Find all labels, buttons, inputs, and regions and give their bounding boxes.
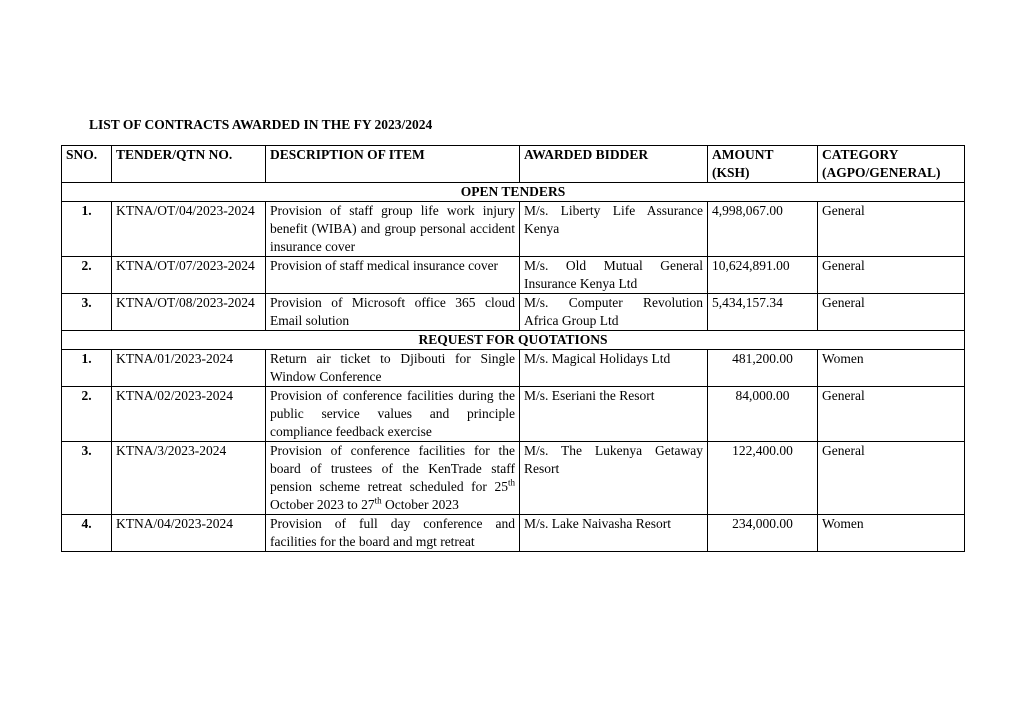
table-row <box>62 350 965 387</box>
cell-tender: KTNA/OT/07/2023-2024 <box>112 257 266 294</box>
page-title: LIST OF CONTRACTS AWARDED IN THE FY 2023/2024 <box>89 117 433 132</box>
description-part: October 2023 to 27 <box>270 497 375 512</box>
cell-sno: 1. <box>62 202 112 257</box>
table-row <box>62 294 965 331</box>
ordinal-suffix: th <box>507 477 515 488</box>
header-amount: AMOUNT (KSH) <box>708 146 818 183</box>
cell-amount: 122,400.00 <box>708 442 818 515</box>
cell-tender: KTNA/OT/08/2023-2024 <box>112 294 266 331</box>
header-tender: TENDER/QTN NO. <box>112 146 266 183</box>
cell-tender: KTNA/02/2023-2024 <box>112 387 266 442</box>
cell-bidder: M/s. Liberty Life Assurance Kenya <box>520 202 708 257</box>
cell-sno: 2. <box>62 257 112 294</box>
section-row-request-for-quotations <box>62 331 965 350</box>
cell-bidder: M/s. Eseriani the Resort <box>520 387 708 442</box>
section-label: OPEN TENDERS <box>62 183 965 202</box>
cell-bidder: M/s. The Lukenya Getaway Resort <box>520 442 708 515</box>
cell-category: Women <box>818 515 965 552</box>
cell-amount: 234,000.00 <box>708 515 818 552</box>
cell-description: Provision of Microsoft office 365 cloud Email solution <box>266 294 520 331</box>
cell-bidder: M/s. Lake Naivasha Resort <box>520 515 708 552</box>
header-row <box>62 146 965 183</box>
cell-description: Provision of full day conference and facilities for the board and mgt retreat <box>266 515 520 552</box>
section-row-open-tenders <box>62 183 965 202</box>
cell-amount: 84,000.00 <box>708 387 818 442</box>
description-part: Provision of conference facilities for the board of trustees of the KenTrade staff pension scheme retreat scheduled for 25 <box>270 443 515 494</box>
cell-description: Return air ticket to Djibouti for Single Window Conference <box>266 350 520 387</box>
cell-sno: 4. <box>62 515 112 552</box>
cell-category: General <box>818 442 965 515</box>
table-row <box>62 442 965 515</box>
cell-category: Women <box>818 350 965 387</box>
cell-category: General <box>818 294 965 331</box>
table-row <box>62 387 965 442</box>
cell-description: Provision of staff medical insurance cover <box>266 257 520 294</box>
cell-tender: KTNA/01/2023-2024 <box>112 350 266 387</box>
cell-sno: 3. <box>62 442 112 515</box>
cell-bidder: M/s. Computer Revolution Africa Group Ltd <box>520 294 708 331</box>
cell-sno: 1. <box>62 350 112 387</box>
cell-description: Provision of staff group life work injury benefit (WIBA) and group personal accident insurance cover <box>266 202 520 257</box>
ordinal-suffix: th <box>374 495 382 506</box>
cell-category: General <box>818 257 965 294</box>
contracts-table <box>61 145 965 552</box>
cell-description: Provision of conference facilities during the public service values and principle compliance feedback exercise <box>266 387 520 442</box>
header-category: CATEGORY (AGPO/GENERAL) <box>818 146 965 183</box>
cell-tender: KTNA/OT/04/2023-2024 <box>112 202 266 257</box>
section-label: REQUEST FOR QUOTATIONS <box>62 331 965 350</box>
header-description: DESCRIPTION OF ITEM <box>266 146 520 183</box>
cell-tender: KTNA/3/2023-2024 <box>112 442 266 515</box>
cell-bidder: M/s. Old Mutual General Insurance Kenya Ltd <box>520 257 708 294</box>
cell-description <box>266 442 520 515</box>
cell-amount: 10,624,891.00 <box>708 257 818 294</box>
cell-sno: 3. <box>62 294 112 331</box>
header-bidder: AWARDED BIDDER <box>520 146 708 183</box>
cell-tender: KTNA/04/2023-2024 <box>112 515 266 552</box>
header-sno: SNO. <box>62 146 112 183</box>
cell-amount: 5,434,157.34 <box>708 294 818 331</box>
cell-bidder: M/s. Magical Holidays Ltd <box>520 350 708 387</box>
table-row <box>62 515 965 552</box>
cell-amount: 481,200.00 <box>708 350 818 387</box>
cell-category: General <box>818 387 965 442</box>
cell-sno: 2. <box>62 387 112 442</box>
table-row <box>62 257 965 294</box>
cell-category: General <box>818 202 965 257</box>
table-row <box>62 202 965 257</box>
description-part: October 2023 <box>381 497 459 512</box>
cell-amount: 4,998,067.00 <box>708 202 818 257</box>
